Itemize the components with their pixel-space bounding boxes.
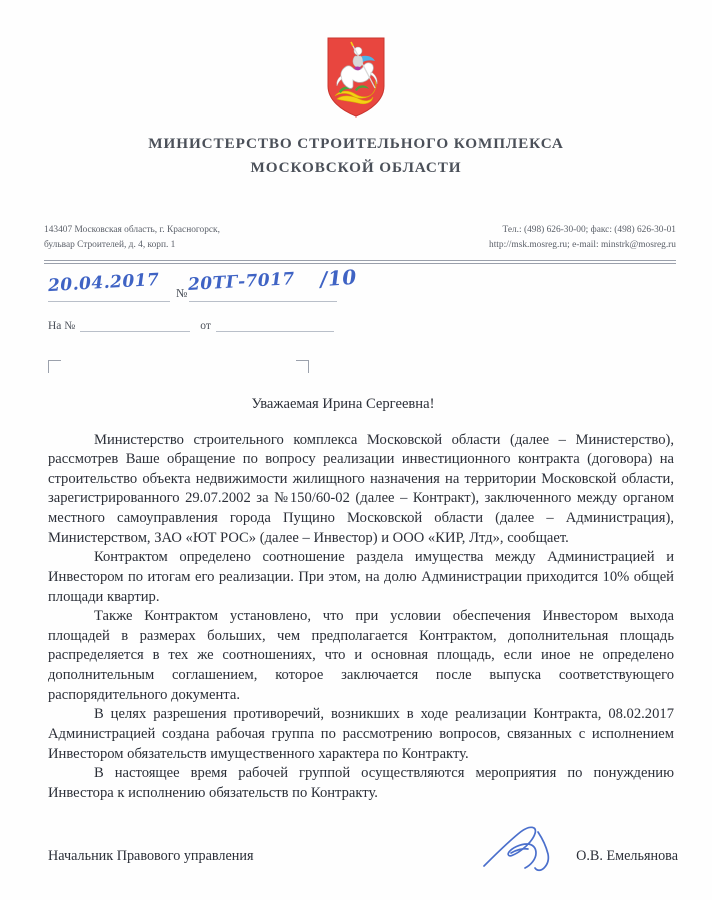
reply-reference-row: [48, 314, 712, 332]
organization-title-line-2: МОСКОВСКОЙ ОБЛАСТИ: [250, 158, 462, 176]
address-line-2: бульвар Строителей, д. 4, корп. 1: [44, 240, 176, 251]
signature-block: [48, 838, 678, 865]
salutation: Уважаемая Ирина Сергеевна!: [251, 395, 435, 412]
registration-block: [47, 264, 712, 338]
signer-position-title: Начальник Правового управления: [48, 848, 254, 864]
registration-number-line[interactable]: [189, 284, 337, 302]
letter-paragraph: Министерство строительного комплекса Московской области (далее – Министерство), рассмотрев Ваше обращение по вопросу реализации инвестиционного контракта (договора) на строительство объекта недвижимости жилищного назначения на территории Московской области, зарегистрированного 29.07.2002 за №150/60-02 (далее – Контракт), заключенного между органом местного самоуправления города Пущино Московской области (далее – Администрация), Министерством, ЗАО «ЮТ РОС» (далее – Инвестор) и ООО «КИР, Лтд», сообщает.: [48, 431, 674, 546]
handwritten-date: 20.04.2017: [47, 269, 160, 296]
reply-date-line[interactable]: [216, 314, 334, 332]
signature-right-group: [576, 838, 678, 865]
letter-paragraph: В настоящее время рабочей группой осуществляются мероприятия по понуждению Инвестора к исполнению обязательств по Контракту.: [48, 765, 674, 801]
handwritten-signature-icon: [480, 822, 584, 876]
emblem-container: [0, 0, 712, 118]
corner-mark-top-right-icon: [296, 360, 309, 373]
addressee-field: [0, 360, 712, 394]
letter-paragraph: В целях разрешения противоречий, возникших в ходе реализации Контракта, 08.02.2017 Администрацией создана рабочая группа по рассмотрению вопросов, связанных с исполнением Инвестором обязательств имущественного характера по Контракту.: [48, 706, 674, 762]
handwritten-number: 20ТГ-7017: [187, 268, 296, 295]
registration-row: [47, 264, 712, 302]
telecom-details: [489, 223, 676, 253]
reply-number-label: На №: [48, 319, 76, 332]
reply-date-label: от: [200, 319, 211, 332]
coat-of-arms-moscow-oblast-icon: [325, 36, 387, 118]
organization-title-line-1: МИНИСТЕРСТВО СТРОИТЕЛЬНОГО КОМПЛЕКСА: [148, 135, 564, 152]
handwritten-number-suffix: /10: [319, 264, 358, 291]
letter-paragraph: Контрактом определено соотношение раздела имущества между Администрацией и Инвестором по итогам его реализации. При этом, на долю Администрации приходится 10% общей площади квартир.: [48, 549, 674, 605]
number-symbol: №: [176, 285, 188, 300]
phone-fax-line: Тел.: (498) 626-30-00; факс: (498) 626-30-01: [502, 225, 676, 236]
address-line-1: 143407 Московская область, г. Красногорск,: [44, 225, 220, 236]
letter-body: [48, 431, 674, 804]
postal-address: [44, 223, 220, 253]
corner-mark-top-left-icon: [48, 360, 61, 373]
registration-date-line[interactable]: [48, 284, 170, 302]
letter-paragraph: Также Контрактом установлено, что при условии обеспечения Инвестором выхода площадей в размерах больших, чем предполагается Контрактом, дополнительная площадь распределяется в тех же соотношениях, что и основная площадь, если иное не определено дополнительным соглашением, которое заключается после выпуска соответствующего распорядительного документа.: [48, 608, 674, 703]
header-divider: [44, 260, 676, 264]
reply-number-line[interactable]: [80, 314, 190, 332]
website-email-line: http://msk.mosreg.ru; e-mail: minstrk@mosreg.ru: [489, 240, 676, 251]
signer-name: О.В. Емельянова: [576, 848, 678, 864]
organization-title: [0, 132, 712, 179]
contact-block: [44, 223, 676, 253]
